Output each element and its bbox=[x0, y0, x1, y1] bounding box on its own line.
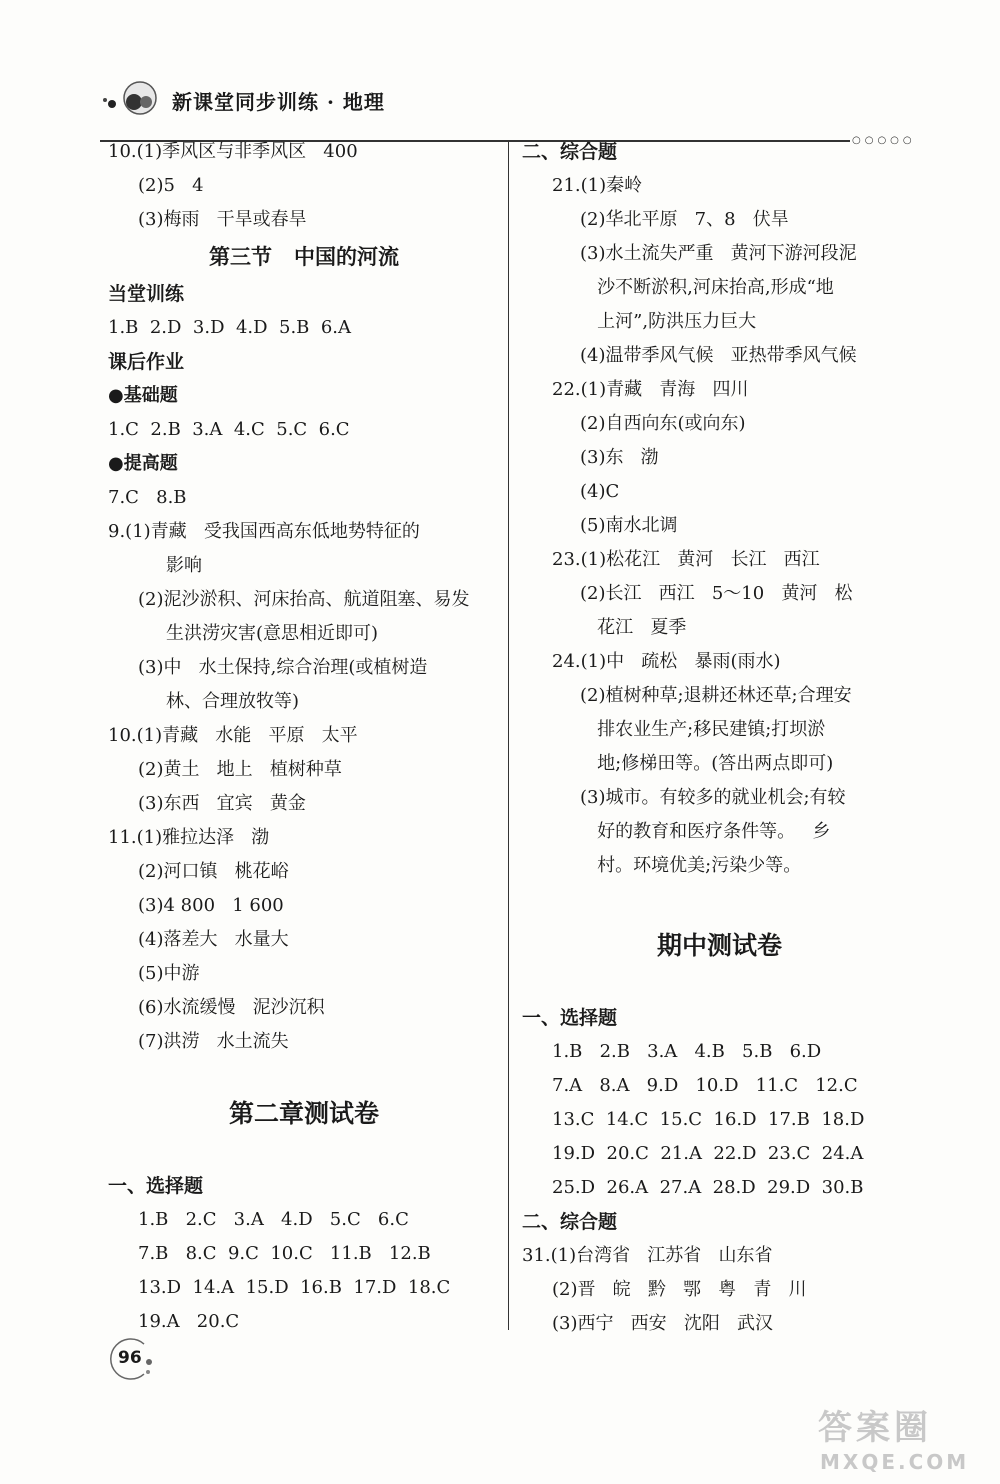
answer-line: 21.(1)秦岭 bbox=[552, 175, 643, 196]
column-divider bbox=[508, 140, 509, 1330]
section-label: 课后作业 bbox=[108, 351, 185, 373]
answer-line: (3)城市。有较多的就业机会;有较 bbox=[580, 787, 846, 808]
answer-line: (3)水土流失严重 黄河下游河段泥 bbox=[580, 243, 857, 264]
answer-line: 1.B 2.D 3.D 4.D 5.B 6.A bbox=[108, 317, 352, 338]
answer-line: 生洪涝灾害(意思相近即可) bbox=[166, 623, 379, 644]
answer-line: 排农业生产;移民建镇;打坝淤 bbox=[580, 719, 826, 740]
answer-line: (4)落差大 水量大 bbox=[138, 929, 289, 950]
answer-line: 林、合理放牧等) bbox=[166, 691, 300, 712]
chapter-title: 第二章测试卷 bbox=[228, 1099, 379, 1128]
answer-line: 影响 bbox=[166, 555, 202, 576]
answer-line: 10.(1)季风区与非季风区 400 bbox=[108, 141, 358, 162]
answer-line: 24.(1)中 疏松 暴雨(雨水) bbox=[552, 651, 781, 672]
answer-line: (2)自西向东(或向东) bbox=[580, 413, 746, 434]
answer-line: 1.C 2.B 3.A 4.C 5.C 6.C bbox=[108, 419, 350, 440]
answer-line: (2)黄土 地上 植树种草 bbox=[138, 759, 342, 780]
header-dots: ○○○○○ bbox=[852, 135, 916, 146]
answer-line: (2)泥沙淤积、河床抬高、航道阻塞、易发 bbox=[138, 589, 470, 610]
answer-line: 地;修梯田等。(答出两点即可) bbox=[580, 753, 834, 774]
answer-line: 25.D 26.A 27.A 28.D 29.D 30.B bbox=[552, 1177, 864, 1198]
answer-line: 13.C 14.C 15.C 16.D 17.B 18.D bbox=[552, 1109, 865, 1130]
answer-line: 村。环境优美;污染少等。 bbox=[580, 855, 802, 876]
answer-line: 22.(1)青藏 青海 四川 bbox=[552, 379, 749, 400]
answer-line: (5)南水北调 bbox=[580, 515, 678, 536]
answer-line: 1.B 2.C 3.A 4.D 5.C 6.C bbox=[138, 1209, 409, 1230]
watermark bbox=[800, 1400, 990, 1480]
answer-line: (4)温带季风气候 亚热带季风气候 bbox=[580, 345, 857, 366]
page-number-badge bbox=[104, 1334, 154, 1384]
answer-line: 31.(1)台湾省 江苏省 山东省 bbox=[522, 1245, 773, 1266]
answer-line: (3)西宁 西安 沈阳 武汉 bbox=[552, 1313, 773, 1334]
answer-line: 7.A 8.A 9.D 10.D 11.C 12.C bbox=[552, 1075, 858, 1096]
answer-line: (3)4 800 1 600 bbox=[138, 895, 284, 916]
answer-line: (4)C bbox=[580, 481, 620, 502]
section-label: 二、综合题 bbox=[522, 141, 618, 163]
answer-line: 19.D 20.C 21.A 22.D 23.C 24.A bbox=[552, 1143, 864, 1164]
answer-line: 上河”,防洪压力巨大 bbox=[580, 311, 757, 332]
subsection-label: ●提高题 bbox=[108, 453, 178, 474]
answer-line: 花江 夏季 bbox=[580, 617, 687, 638]
section-label: 一、选择题 bbox=[522, 1007, 618, 1029]
answer-line: (7)洪涝 水土流失 bbox=[138, 1031, 289, 1052]
answer-line: (2)晋 皖 黔 鄂 粤 青 川 bbox=[552, 1279, 807, 1300]
answer-line: 9.(1)青藏 受我国西高东低地势特征的 bbox=[108, 521, 420, 542]
answer-line: (5)中游 bbox=[138, 963, 200, 984]
answer-column-right bbox=[522, 135, 917, 1341]
answer-line: 19.A 20.C bbox=[138, 1311, 240, 1332]
spacer bbox=[108, 1147, 500, 1169]
answer-line: (3)东西 宜宾 黄金 bbox=[138, 793, 306, 814]
answer-line: 沙不断淤积,河床抬高,形成“地 bbox=[580, 277, 834, 298]
answer-line: (3)东 渤 bbox=[580, 447, 659, 468]
book-title: 新课堂同步训练 · 地理 bbox=[172, 90, 385, 114]
answer-line: 7.B 8.C 9.C 10.C 11.B 12.B bbox=[138, 1243, 431, 1264]
subsection-label: ●基础题 bbox=[108, 385, 178, 406]
answer-line: 10.(1)青藏 水能 平原 太平 bbox=[108, 725, 358, 746]
answer-line: (2)长江 西江 5～10 黄河 松 bbox=[580, 583, 853, 604]
spacer bbox=[108, 1059, 500, 1081]
answer-column-left bbox=[108, 135, 500, 1339]
watermark-url: MXQE.COM bbox=[820, 1450, 970, 1474]
answer-line: (2)华北平原 7、8 伏旱 bbox=[580, 209, 789, 230]
spacer bbox=[522, 979, 917, 1001]
section-title: 第三节 中国的河流 bbox=[209, 244, 399, 269]
section-label: 二、综合题 bbox=[522, 1211, 618, 1233]
answer-line: 23.(1)松花江 黄河 长江 西江 bbox=[552, 549, 820, 570]
page-number: 96 bbox=[118, 1348, 142, 1368]
chapter-title: 期中测试卷 bbox=[656, 931, 782, 960]
section-label: 一、选择题 bbox=[108, 1175, 204, 1197]
answer-line: (6)水流缓慢 泥沙沉积 bbox=[138, 997, 325, 1018]
answer-line: 13.D 14.A 15.D 16.B 17.D 18.C bbox=[138, 1277, 451, 1298]
spacer bbox=[522, 883, 917, 913]
answer-line: (3)梅雨 干旱或春旱 bbox=[138, 209, 307, 230]
answer-line: (2)河口镇 桃花峪 bbox=[138, 861, 289, 882]
section-label: 当堂训练 bbox=[108, 283, 185, 305]
answer-line: 1.B 2.B 3.A 4.B 5.B 6.D bbox=[552, 1041, 822, 1062]
answer-line: 11.(1)雅拉达泽 渤 bbox=[108, 827, 270, 848]
watermark-logo: 答案圈 bbox=[818, 1408, 932, 1448]
answer-line: (2)植树种草;退耕还林还草;合理安 bbox=[580, 685, 852, 706]
answer-line: (2)5 4 bbox=[138, 175, 204, 196]
answer-line: 7.C 8.B bbox=[108, 487, 187, 508]
answer-line: 好的教育和医疗条件等。 乡 bbox=[580, 821, 831, 842]
answer-line: (3)中 水土保持,综合治理(或植树造 bbox=[138, 657, 428, 678]
book-logo-icon bbox=[100, 78, 160, 118]
